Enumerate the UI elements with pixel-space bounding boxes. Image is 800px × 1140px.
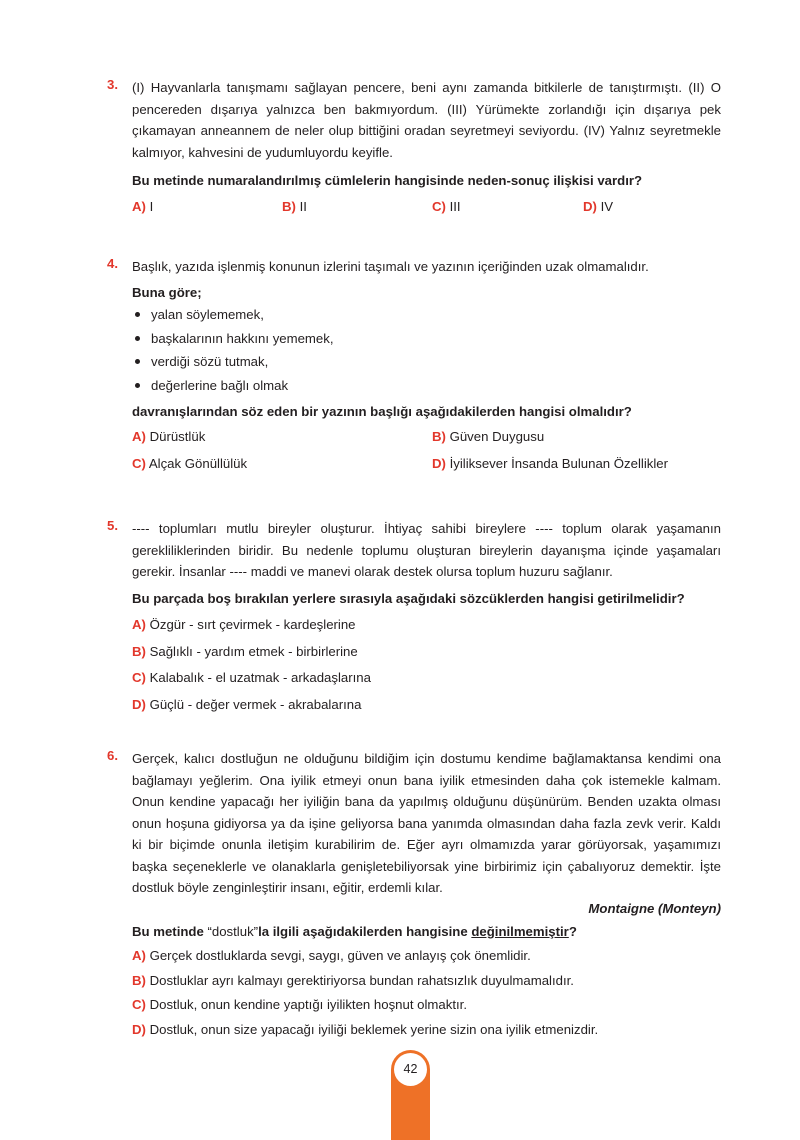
page-number: 42 — [394, 1053, 427, 1086]
list-item: verdiği sözü tutmak, — [132, 350, 721, 374]
question-text: ---- toplumları mutlu bireyler oluşturur. İhtiyaç sahibi bireylere ---- toplum olarak yaşamanın gerekliliklerinden biridir. Bu nedenle toplumu oluşturan bireylerin dayanışma içinde yaşamaları gerekir. İnsanlar ---- maddi ve manevi olarak destek olursa toplum huzuru sağlanır. — [132, 521, 721, 579]
option-c[interactable]: C) III — [432, 198, 461, 214]
question-intro: Buna göre; — [132, 284, 202, 300]
question-4 — [109, 256, 721, 478]
option-c[interactable]: C) Alçak Gönüllülük — [132, 455, 248, 471]
question-number: 5. — [107, 518, 118, 533]
option-a[interactable]: A) Gerçek dostluklarda sevgi, saygı, güven ve anlayış çok önemlidir. — [132, 948, 531, 963]
option-a[interactable]: A) Dürüstlük — [132, 428, 206, 444]
question-stem: Bu parçada boş bırakılan yerlere sırasıyla aşağıdaki sözcüklerden hangisi getirilmelidir? — [132, 590, 685, 606]
source-citation: Montaigne (Monteyn) — [588, 900, 721, 916]
question-3 — [109, 77, 721, 221]
list-item: yalan söylememek, — [132, 303, 721, 327]
option-b[interactable]: B) Dostluklar ayrı kalmayı gerektiriyorsa bundan rahatsızlık duyulmamalıdır. — [132, 972, 574, 988]
list-item: başkalarının hakkını yememek, — [132, 327, 721, 351]
option-d[interactable]: D) Güçlü - değer vermek - akrabalarına — [132, 696, 362, 712]
option-c[interactable]: C) Dostluk, onun kendine yaptığı iyilikten hoşnut olmaktır. — [132, 997, 468, 1012]
question-text: Başlık, yazıda işlenmiş konunun izlerini taşımalı ve yazının içeriğinden uzak olmamalıdır. — [132, 259, 649, 274]
question-6 — [109, 748, 721, 1040]
list-item: değerlerine bağlı olmak — [132, 374, 721, 398]
question-number: 4. — [107, 256, 118, 271]
options-row — [132, 429, 721, 451]
option-c[interactable]: C) Kalabalık - el uzatmak - arkadaşlarına — [132, 670, 371, 685]
option-b[interactable]: B) II — [282, 198, 307, 214]
question-stem: Bu metinde “dostluk”la ilgili aşağıdakilerden hangisine değinilmemiştir? — [132, 923, 577, 939]
question-stem: Bu metinde numaralandırılmış cümlelerin hangisinde neden-sonuç ilişkisi vardır? — [132, 173, 643, 188]
option-b[interactable]: B) Sağlıklı - yardım etmek - birbirlerine — [132, 643, 358, 659]
option-a[interactable]: A) I — [132, 198, 154, 214]
question-number: 3. — [107, 77, 118, 92]
question-text: (I) Hayvanlarla tanışmamı sağlayan pencere, beni aynı zamanda bitkilerle de tanıştırmıştı. (II) O pencereden dışarıya yalnızca ben bakmıyordum. (III) Yürümekte zorlandığı için dışarıya pek çıkamayan anneannem de neler olup bittiğini oradan seyretmeyi seviyordu. (IV) Yalnız seyretmekle kalmıyor, kahvesini de yudumluyordu keyifle. — [132, 80, 721, 160]
option-d[interactable]: D) Dostluk, onun size yapacağı iyiliği beklemek yerine sizin ona iyilik etmenizdir. — [132, 1021, 599, 1037]
question-number: 6. — [107, 748, 118, 763]
underlined-keyword: değinilmemiştir — [471, 923, 569, 939]
question-text: Gerçek, kalıcı dostluğun ne olduğunu bildiğim için dostumu kendime bağlamaktansa kendimi ona bağlamayı yeğlerim. Ona iyilik etmeyi onun bana iyilik etmesinden daha çok istemekle kalmam. Onun kendine yapacağı her iyiliğin bana da yapılmış olduğunu düşünürüm. Benden uzakta olması onun hoşuna gidiyorsa ya da işine geliyorsa bana yanımda olmasından daha fazla zevk verir. Kaldı ki bir biçimde onunla iletişim kurabilirim de. Eğer ayrı olmamızda yarar görüyorsak, yaşamımızı başka seçeneklerle ve olanaklarla genişletebiliyorsak yine birbirimiz için çabalıyoruz demektir. İşte dostluk böyle zenginleştirir insanı, eğitir, erdemli kılar. — [132, 751, 721, 895]
option-d[interactable]: D) İyiliksever İnsanda Bulunan Özellikler — [432, 455, 669, 471]
option-d[interactable]: D) IV — [583, 198, 614, 214]
options-row — [132, 199, 721, 221]
bullet-list — [132, 303, 721, 397]
question-5 — [109, 518, 721, 715]
option-b[interactable]: B) Güven Duygusu — [432, 428, 545, 444]
question-stem: davranışlarından söz eden bir yazının başlığı aşağıdakilerden hangisi olmalıdır? — [132, 404, 632, 419]
options-row — [132, 456, 721, 478]
option-a[interactable]: A) Özgür - sırt çevirmek - kardeşlerine — [132, 617, 356, 632]
